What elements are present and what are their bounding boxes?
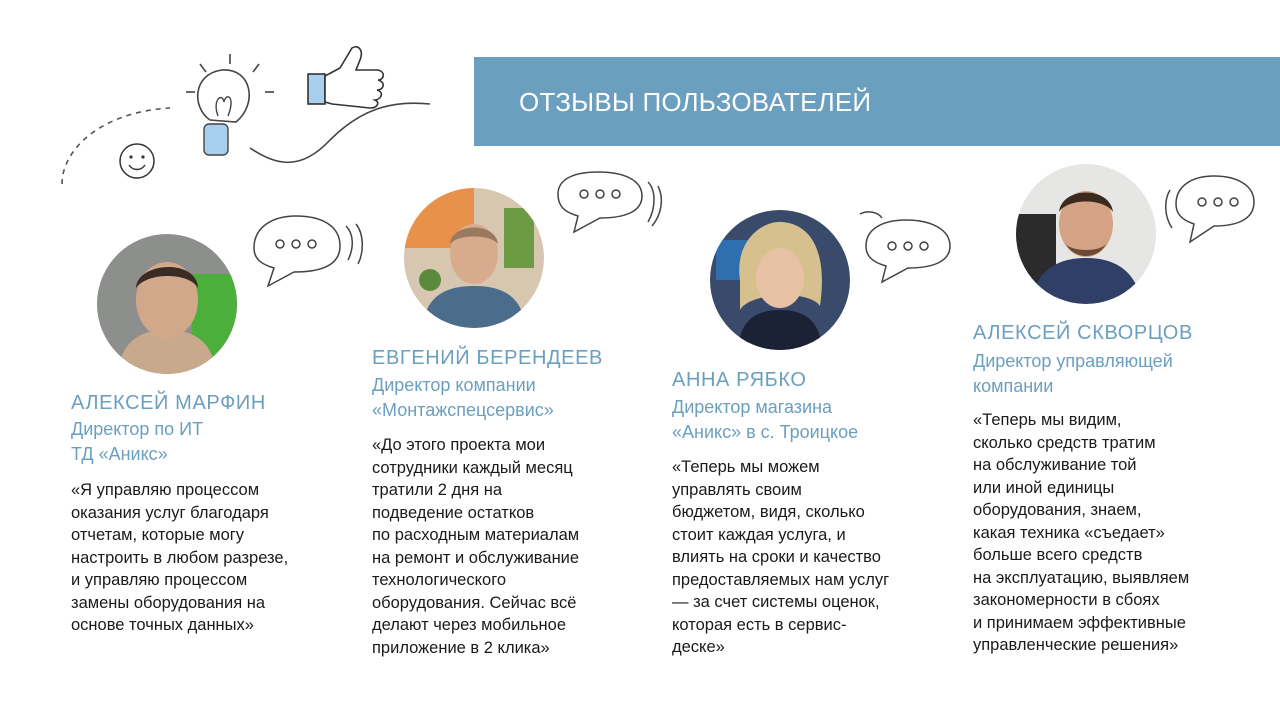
quote-line: на эксплуатацию, выявляем: [973, 568, 1190, 587]
testimonial-quote: [71, 479, 288, 637]
quote-line: деске»: [672, 638, 725, 656]
person-role: [372, 373, 554, 423]
person-role: [71, 417, 203, 467]
quote-line: и принимаем эффективные: [973, 613, 1186, 632]
person-role: [973, 349, 1173, 399]
quote-line: управленческие решения»: [973, 636, 1179, 654]
quote-line: оборудования. Сейчас всё: [372, 593, 577, 612]
quote-line: «Теперь мы видим,: [973, 411, 1122, 429]
testimonial-quote: [372, 434, 579, 659]
quote-line: на обслуживание той: [973, 456, 1137, 474]
thumbs-up-icon: [308, 47, 383, 108]
quote-line: замены оборудования на: [71, 593, 266, 612]
quote-line: и управляю процессом: [71, 571, 248, 589]
quote-line: технологического: [372, 571, 507, 589]
quote-line: больше всего средств: [973, 546, 1143, 564]
page-title: ОТЗЫВЫ ПОЛЬЗОВАТЕЛЕЙ: [519, 87, 872, 117]
quote-line: отчетам, которые могу: [71, 526, 245, 544]
quote-line: «Я управляю процессом: [71, 481, 260, 499]
quote-line: настроить в любом разрезе,: [71, 548, 289, 567]
speech-bubble-icon: [244, 208, 370, 290]
quote-line: «До этого проекта мои: [372, 436, 546, 454]
testimonial-quote: [973, 409, 1189, 657]
quote-line: приложение в 2 клика»: [372, 638, 550, 657]
speech-bubble-icon: [1160, 170, 1260, 254]
role-line: Директор магазина: [672, 397, 833, 417]
smiley-icon: [120, 144, 154, 178]
quote-line: какая техника «съедает»: [973, 523, 1165, 542]
person-name: АЛЕКСЕЙ СКВОРЦОВ: [973, 322, 1193, 344]
person-name: АННА РЯБКО: [672, 369, 807, 391]
quote-line: предоставляемых нам услуг: [672, 570, 890, 589]
avatar: [1016, 164, 1156, 304]
role-line: «Монтажспецсервис»: [372, 400, 554, 420]
person-name: АЛЕКСЕЙ МАРФИН: [71, 392, 266, 414]
quote-line: на ремонт и обслуживание: [372, 548, 580, 567]
quote-line: управлять своим: [672, 480, 802, 499]
quote-line: сколько средств тратим: [973, 433, 1156, 452]
quote-line: бюджетом, видя, сколько: [672, 503, 865, 521]
quote-line: тратили 2 дня на: [372, 481, 503, 499]
quote-line: делают через мобильное: [372, 616, 567, 634]
avatar: [97, 234, 237, 374]
quote-line: оказания услуг благодаря: [71, 503, 269, 522]
title-banner: [474, 57, 1280, 146]
quote-line: по расходным материалам: [372, 526, 580, 544]
quote-line: — за счет системы оценок,: [672, 593, 880, 611]
testimonial-quote: [672, 456, 889, 659]
quote-line: стоит каждая услуга, и: [672, 525, 846, 544]
decor-doodle: [0, 0, 460, 200]
speech-bubble-icon: [856, 206, 960, 292]
role-line: Директор компании: [372, 375, 536, 395]
quote-line: влиять на сроки и качество: [672, 548, 881, 566]
role-line: «Аникс» в с. Троицкое: [672, 422, 859, 442]
quote-line: которая есть в сервис-: [672, 615, 847, 634]
quote-line: сотрудники каждый месяц: [372, 458, 573, 477]
quote-line: оборудования, знаем,: [973, 501, 1142, 519]
quote-line: подведение остатков: [372, 503, 535, 522]
lightbulb-icon: [186, 54, 274, 155]
role-line: компании: [973, 376, 1054, 396]
role-line: Директор по ИТ: [71, 419, 204, 439]
person-role: [672, 395, 858, 445]
quote-line: основе точных данных»: [71, 616, 254, 634]
speech-bubble-icon: [552, 168, 670, 250]
quote-line: или иной единицы: [973, 478, 1115, 497]
role-line: Директор управляющей: [973, 351, 1173, 371]
role-line: ТД «Аникс»: [71, 444, 168, 464]
person-name: ЕВГЕНИЙ БЕРЕНДЕЕВ: [372, 347, 603, 369]
quote-line: закономерности в сбоях: [973, 591, 1160, 609]
quote-line: «Теперь мы можем: [672, 458, 820, 476]
avatar: [710, 210, 850, 350]
avatar: [404, 188, 544, 328]
